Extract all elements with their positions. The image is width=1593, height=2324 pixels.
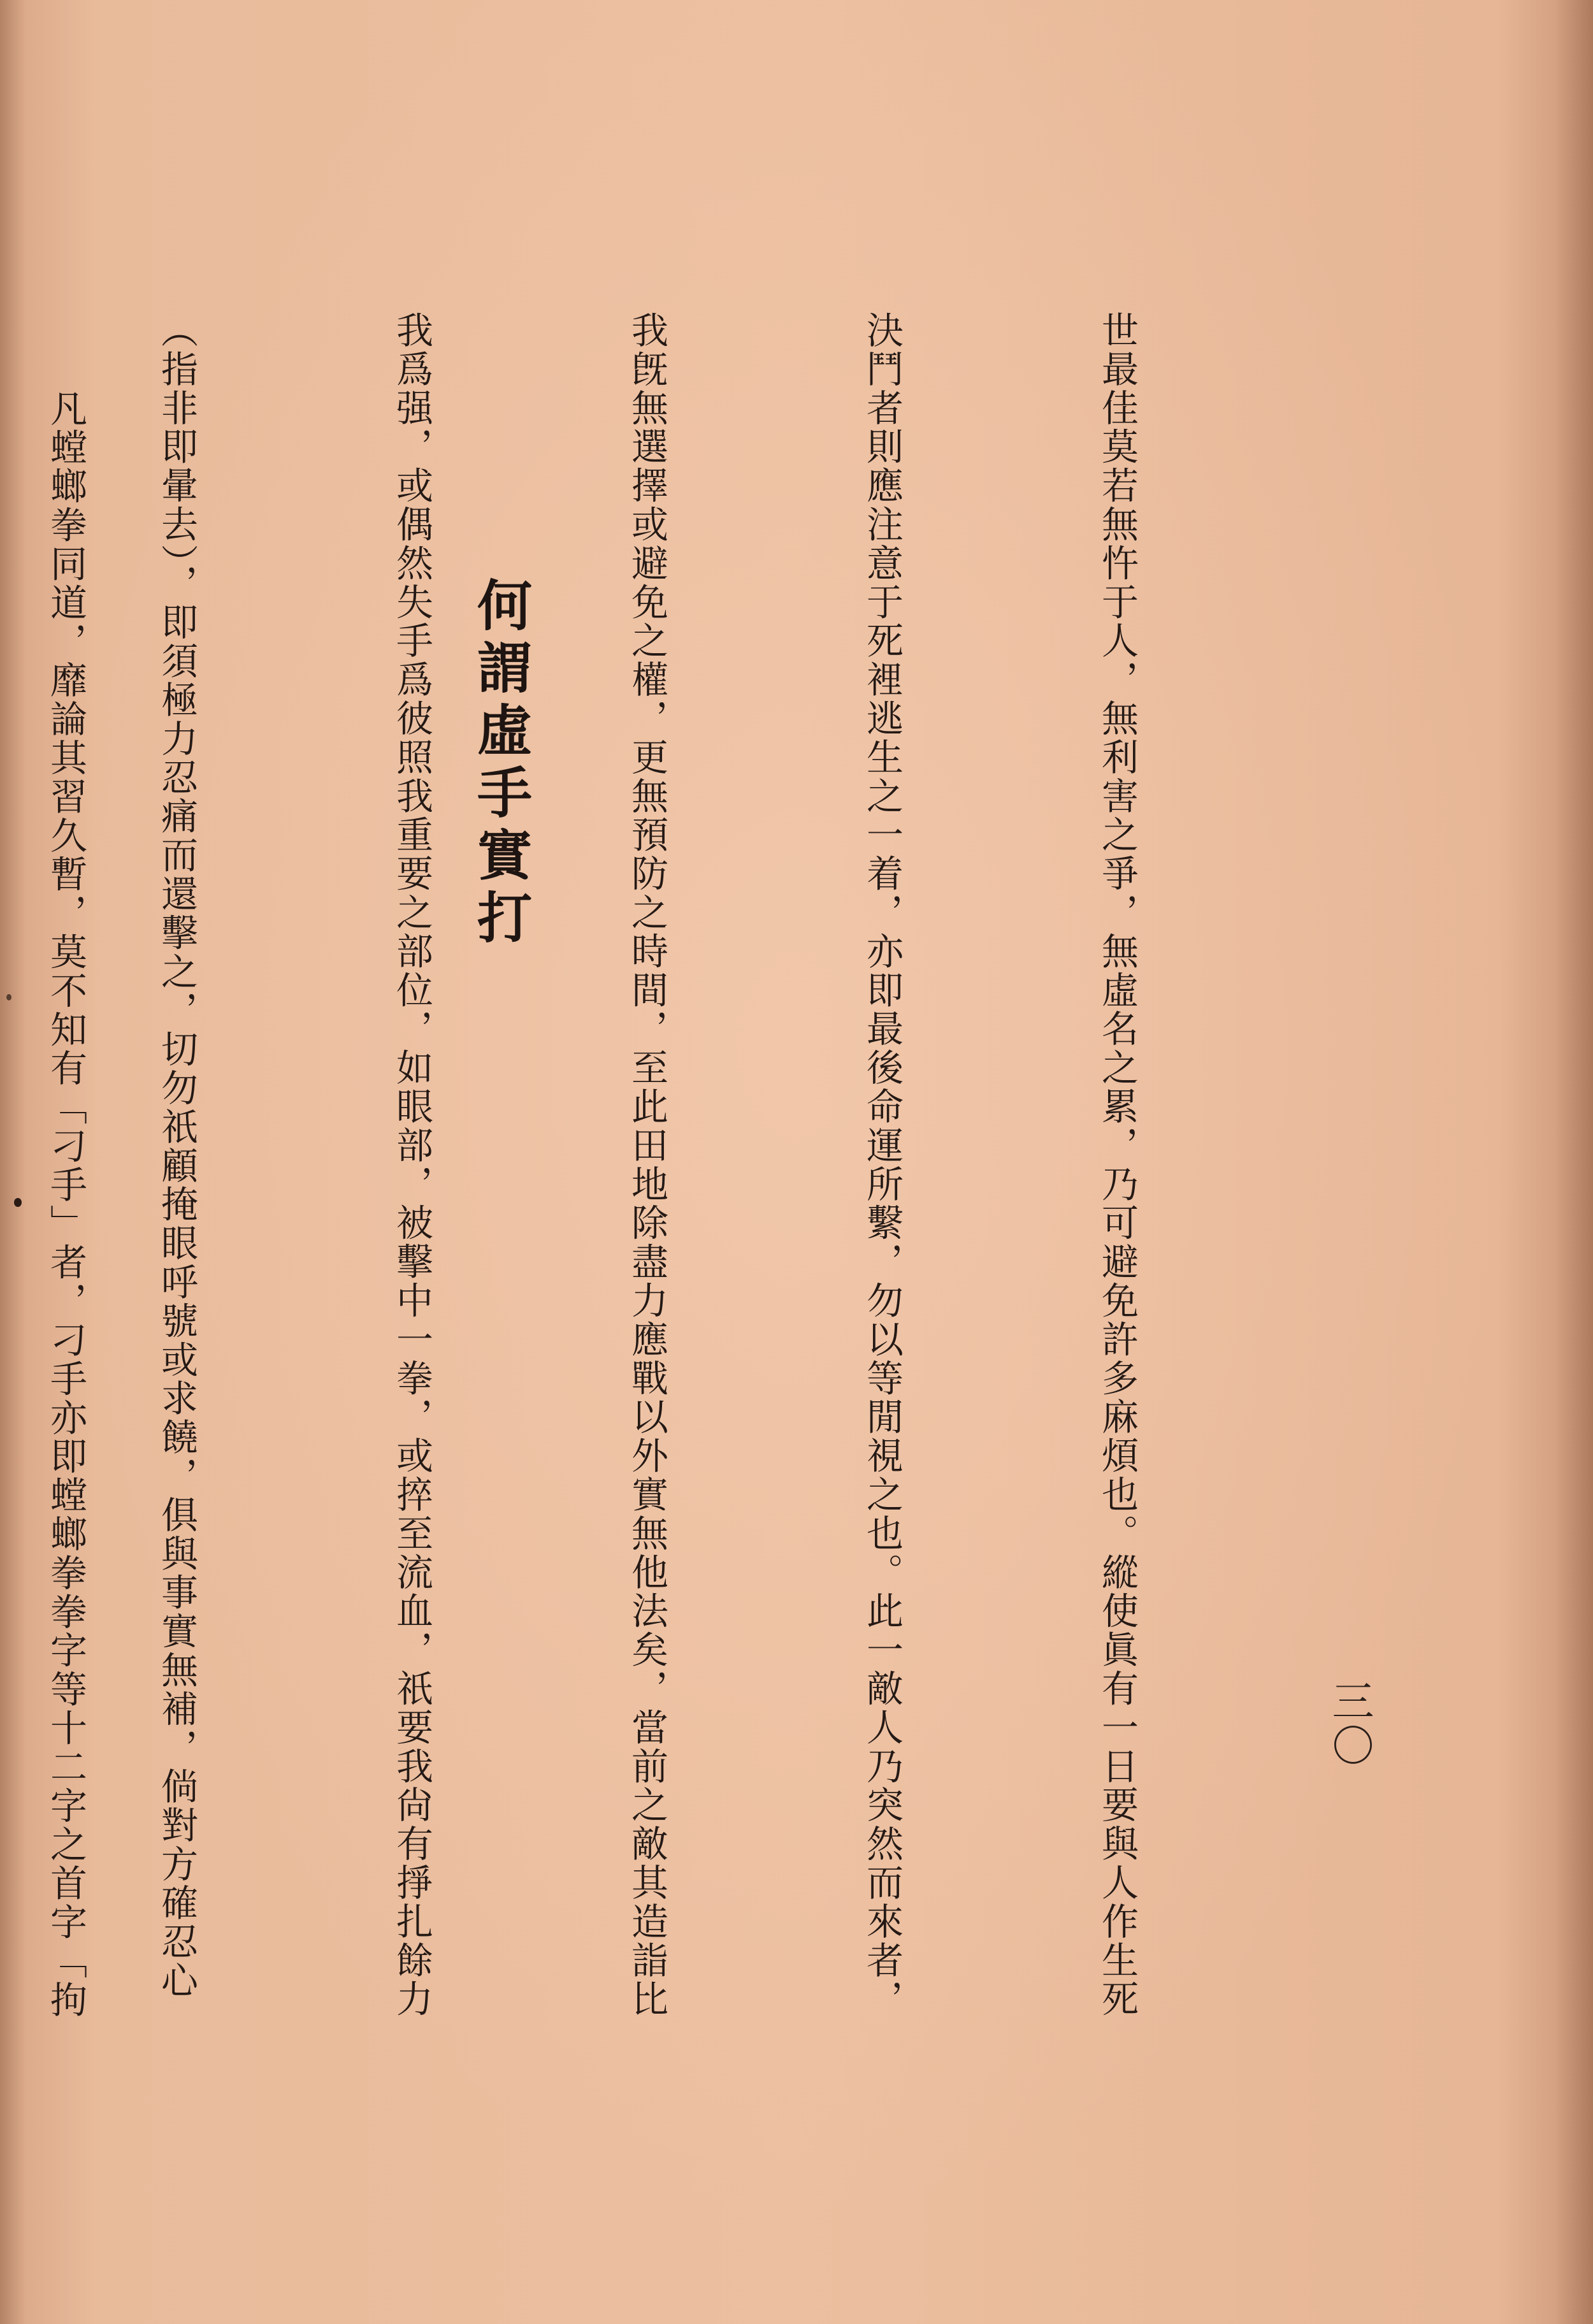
page-number: 三〇 [1325, 1679, 1374, 1768]
text-column: 決鬥者則應注意于死裡逃生之一着，亦即最後命運所繫，勿以等閒視之也。此一敵人乃突然而來者， [860, 311, 904, 2019]
page-spine-shadow [1555, 0, 1593, 2324]
paper-speck [6, 994, 11, 1000]
section-heading: 何謂虛手實打 [468, 577, 532, 951]
text-column: 我旣無選擇或避免之權，更無預防之時間，至此田地除盡力應戰以外實無他法矣，當前之敵其造詣比 [625, 311, 668, 2019]
text-column: （指非即暈去），即須極力忍痛而還擊之，切勿祇顧掩眼呼號或求饒，俱與事實無補，倘對方確忍心 [155, 311, 198, 2000]
paper-speck [14, 1198, 22, 1207]
text-column: 世最佳莫若無忤于人，無利害之爭，無虛名之累，乃可避免許多麻煩也。縱使眞有一日要與人作生死 [1095, 311, 1139, 2019]
text-column: 我爲强，或偶然失手爲彼照我重要之部位，如眼部，被擊中一拳，或捽至流血，祇要我尙有掙扎餘力 [390, 311, 433, 2019]
text-column: 凡螳螂拳同道，靡論其習久暫，莫不知有「刁手」者，刁手亦即螳螂拳拳字等十二字之首字「拘 [44, 350, 87, 2019]
body-text-section-b [0, 350, 261, 2275]
